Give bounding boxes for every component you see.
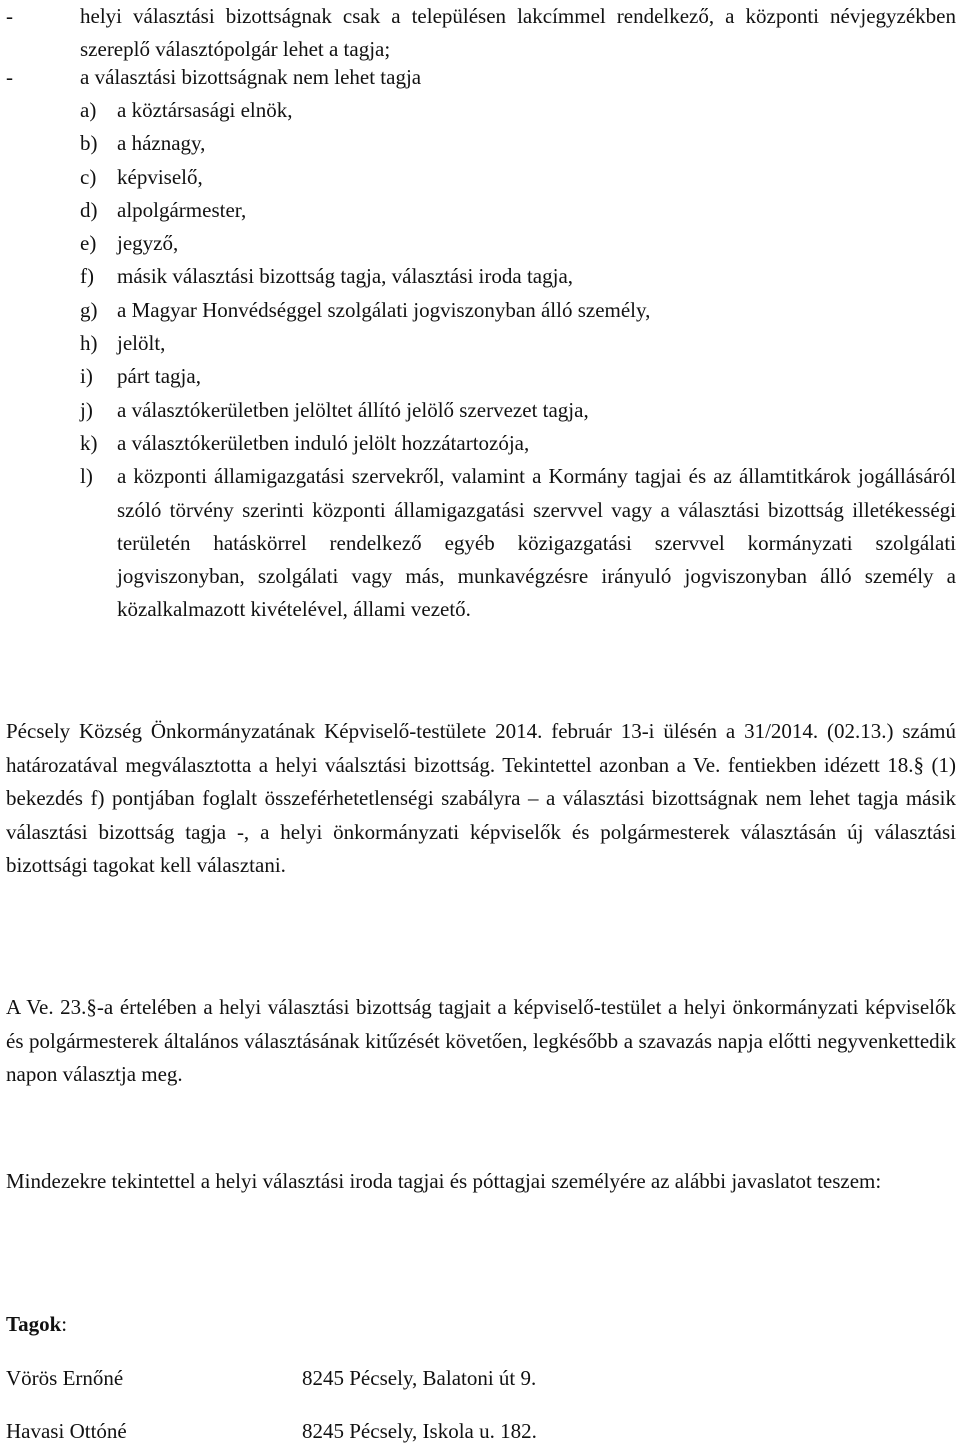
list-item-text: a háznagy, — [117, 131, 206, 156]
list-item-marker: d) — [80, 197, 98, 222]
list-item-text: a Magyar Honvédséggel szolgálati jogviszonyban álló személy, — [117, 297, 651, 322]
member-address: 8245 Pécsely, Balatoni út 9. — [302, 1366, 537, 1390]
members-heading — [6, 1308, 67, 1341]
list-item-text: a választókerületben induló jelölt hozzátartozója, — [117, 430, 530, 455]
list-item — [80, 327, 956, 360]
list-item-marker: l) — [80, 464, 93, 489]
list-item — [80, 94, 956, 127]
list-item-text: a központi államigazgatási szervekről, valamint a Kormány tagjai és az államtitkárok jogállásáról szóló törvény szerinti központi államigazgatási szervvel vagy a választási bizottság illetékességi területén hatáskörrel rendelkező egyéb közigazgatási szervvel kormányzati szolgálati jogviszonyban, szolgálati vagy más, munkavégzésre irányuló jogviszonyban álló személy a közalkalmazott kivételével, állami vezető. — [117, 464, 956, 622]
member-name: Havasi Ottóné — [6, 1419, 127, 1443]
list-item-text: képviselő, — [117, 164, 203, 189]
list-item-marker: a) — [80, 98, 97, 122]
list-item-marker: c) — [80, 164, 97, 189]
paragraph-decision: Pécsely Község Önkormányzatának Képviselő-testülete 2014. február 13-i ülésén a 31/2014. (02.13.) számú határozatával megválasztotta a helyi váalsztási bizottság. Tekintettel azonban a Ve. fentiekben idézett 18.§ (1) bekezdés f) pontjában foglalt összeférhetetlenségi szabályra – a választási bizottságnak nem lehet tagja másik választási bizottság tagja -, a helyi önkormányzati képviselők és polgármesterek választásán új választási bizottsági tagokat kell választani. — [6, 719, 956, 878]
members-heading-label: Tagok — [6, 1312, 62, 1336]
exclusion-list — [80, 94, 956, 627]
paragraph-proposal: Mindezekre tekintettel a helyi választási iroda tagjai és póttagjai személyére az alábbi javaslatot teszem: — [6, 1169, 882, 1193]
list-item — [80, 460, 956, 626]
list-item-text: jegyző, — [117, 231, 179, 256]
dash-item-text: helyi választási bizottságnak csak a településen lakcímmel rendelkező, a központi névjegyzékben szereplő választópolgár lehet a tagja; — [80, 4, 956, 61]
dash-item-text: a választási bizottságnak nem lehet tagja — [80, 65, 422, 89]
list-item — [80, 127, 956, 160]
list-item-text: jelölt, — [117, 331, 166, 356]
list-item — [80, 360, 956, 393]
dash-marker: - — [6, 65, 13, 89]
list-item-marker: b) — [80, 131, 98, 156]
list-item — [80, 394, 956, 427]
list-item-marker: j) — [80, 397, 93, 422]
paragraph-legal-basis: A Ve. 23.§-a értelében a helyi választási bizottság tagjait a képviselő-testület a helyi önkormányzati képviselők és polgármesterek általános választásának kitűzését követően, legkésőbb a szavazás napja előtti negyvenkettedik napon választja meg. — [6, 995, 956, 1087]
list-item-marker: e) — [80, 231, 97, 256]
list-item — [80, 294, 956, 327]
list-item — [80, 260, 956, 293]
list-item-marker: i) — [80, 364, 93, 389]
list-item-text: alpolgármester, — [117, 197, 247, 222]
list-item-text: a választókerületben jelöltet állító jelölő szervezet tagja, — [117, 397, 589, 422]
member-address: 8245 Pécsely, Iskola u. 182. — [302, 1419, 537, 1443]
list-item — [80, 194, 956, 227]
member-name: Vörös Ernőné — [6, 1366, 124, 1390]
list-item-marker: h) — [80, 331, 98, 356]
list-item-marker: k) — [80, 430, 98, 455]
members-heading-colon: : — [61, 1312, 68, 1336]
list-item-marker: g) — [80, 297, 98, 322]
list-item-text: párt tagja, — [117, 364, 201, 389]
list-item-marker: f) — [80, 264, 94, 289]
dash-marker: - — [6, 4, 13, 28]
list-item — [80, 427, 956, 460]
list-item — [80, 227, 956, 260]
list-item-text: másik választási bizottság tagja, választási iroda tagja, — [117, 264, 574, 289]
list-item — [80, 161, 956, 194]
list-item-text: a köztársasági elnök, — [117, 98, 293, 122]
